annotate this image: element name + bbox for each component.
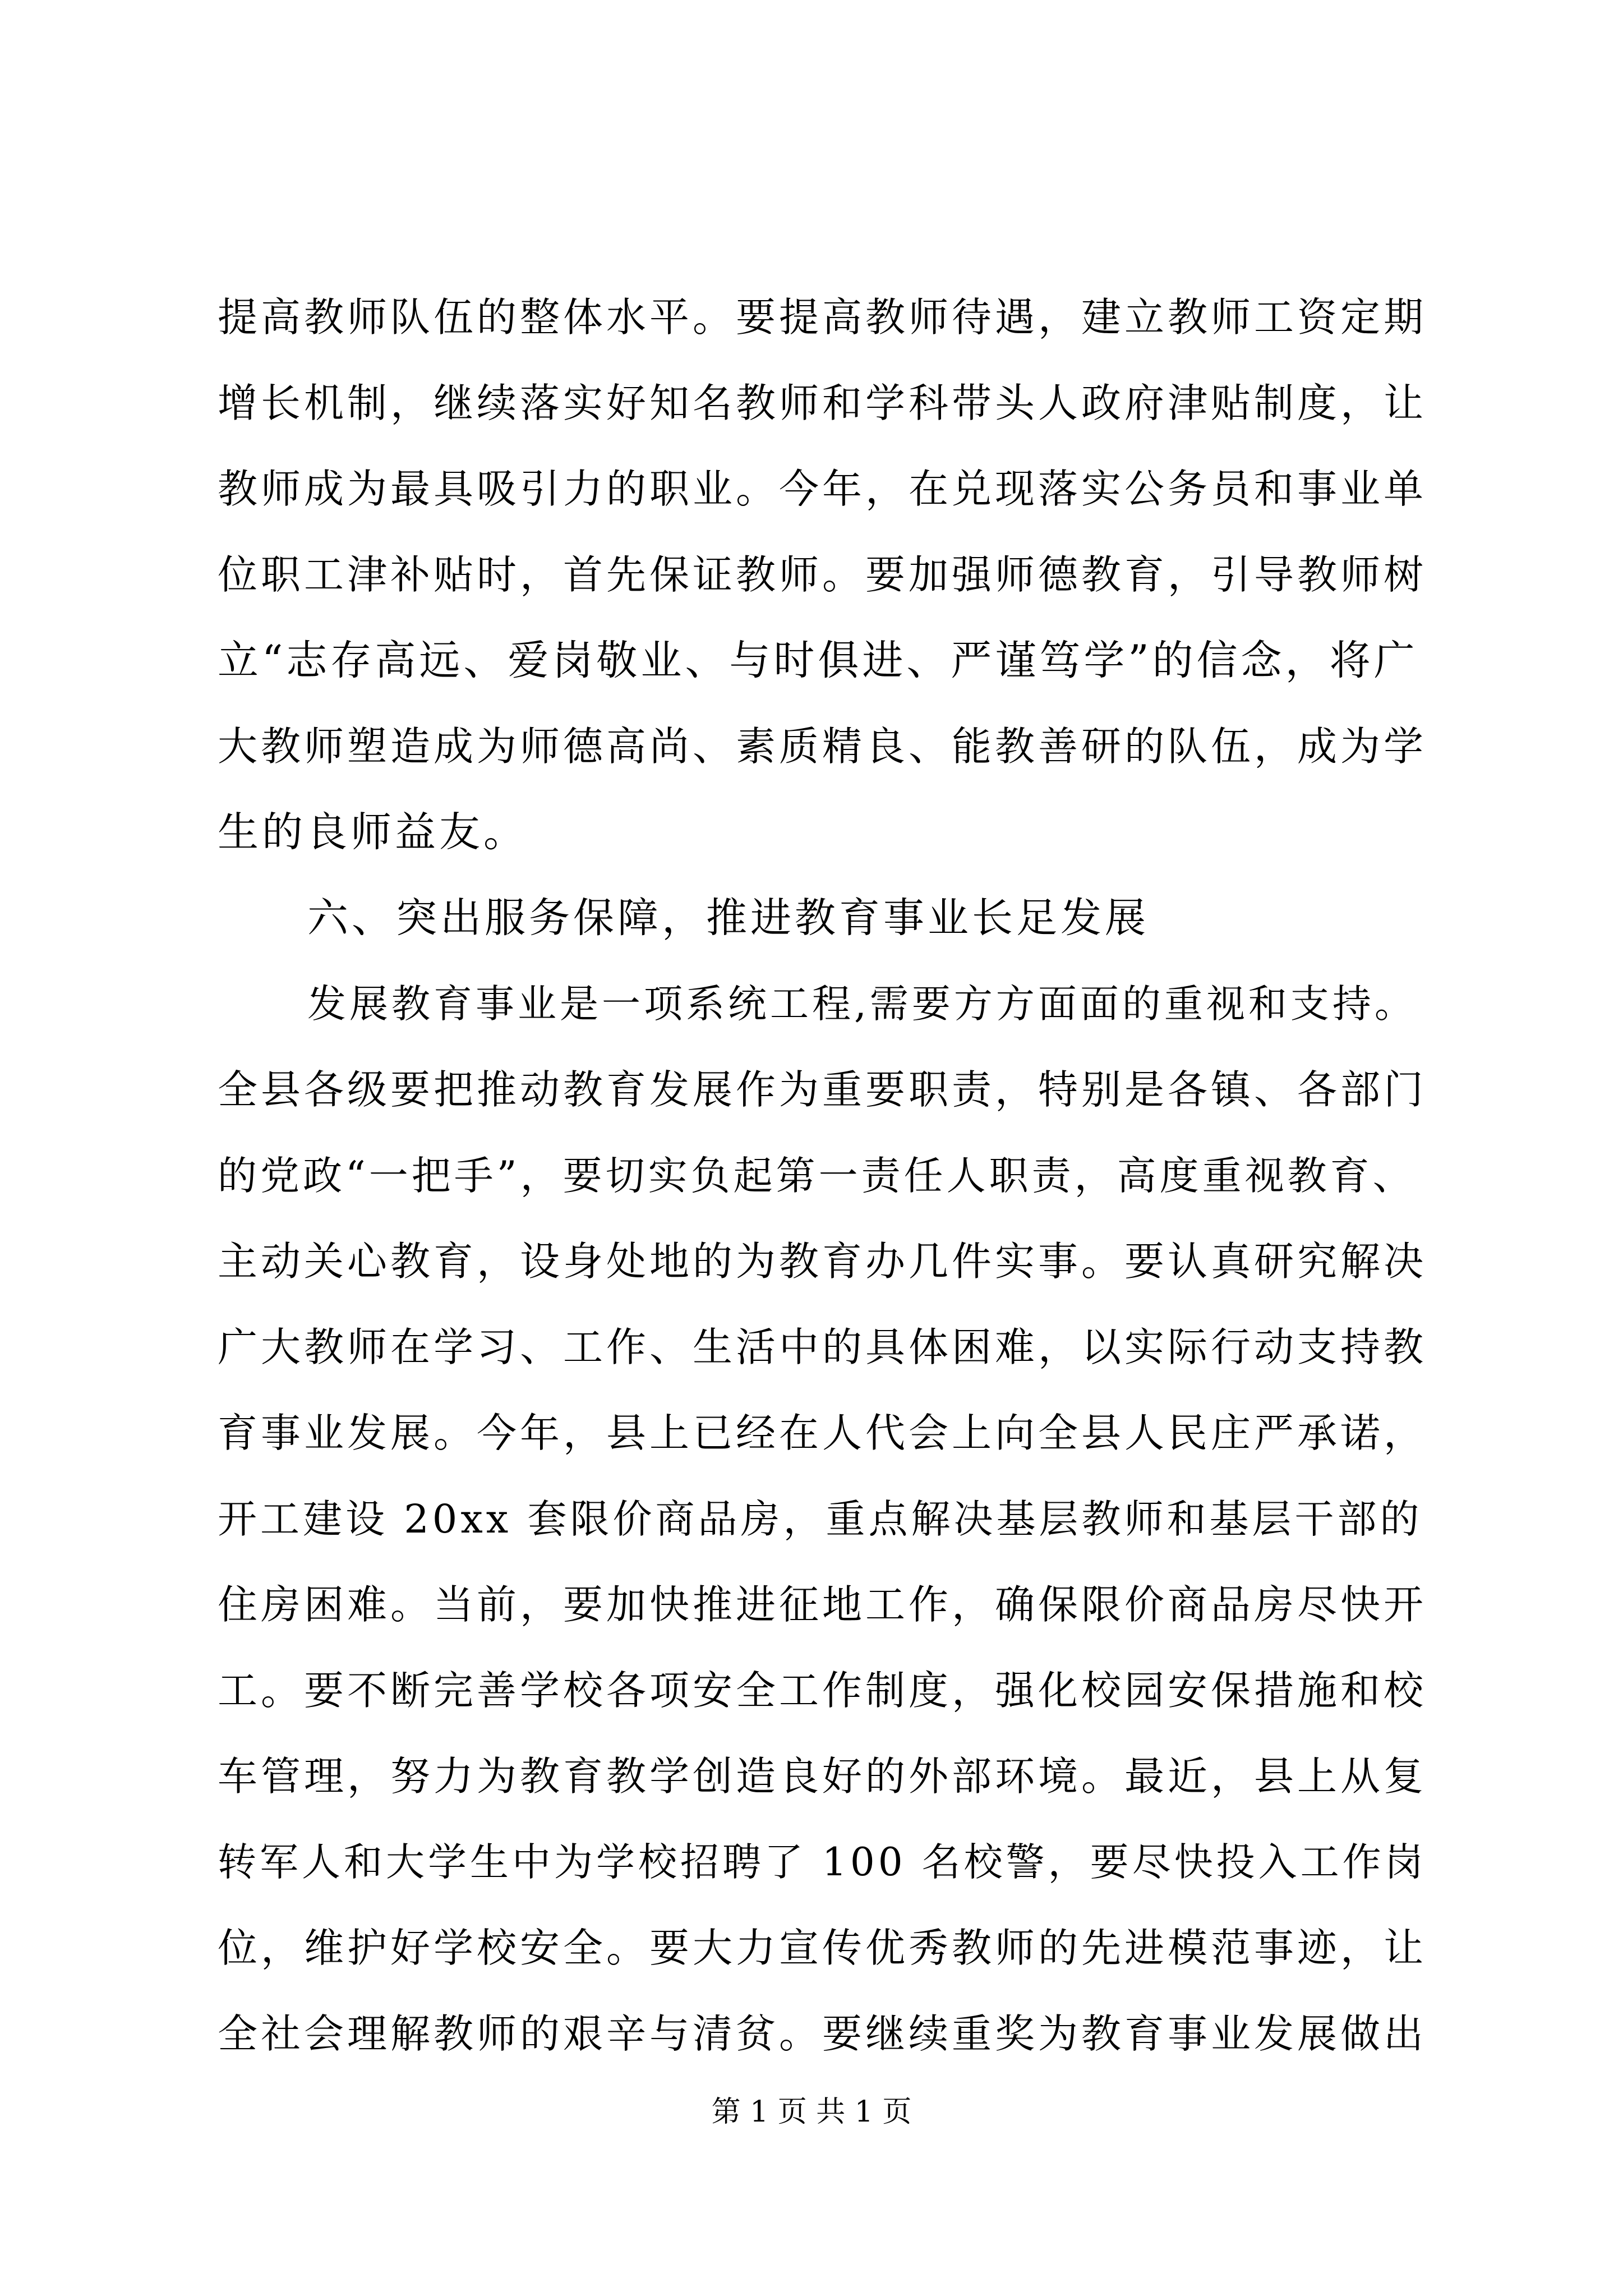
- section-heading: 六、突出服务保障，推进教育事业长足发展: [307, 894, 1149, 942]
- text-line: 立“志存高远、爱岗敬业、与时俱进、严谨笃学”的信念，将广: [218, 637, 1418, 684]
- text-line: 开工建设 20xx 套限价商品房，重点解决基层教师和基层干部的: [218, 1496, 1423, 1542]
- text-line: 广大教师在学习、工作、生活中的具体困难，以实际行动支持教: [218, 1324, 1427, 1370]
- text-line: 大教师塑造成为师德高尚、素质精良、能教善研的队伍，成为学: [218, 723, 1427, 770]
- text-line: 增长机制，继续落实好知名教师和学科带头人政府津贴制度，让: [218, 380, 1427, 426]
- text-line: 位职工津补贴时，首先保证教师。要加强师德教育，引导教师树: [218, 551, 1427, 598]
- text-line: 转军人和大学生中为学校招聘了 100 名校警，要尽快投入工作岗: [218, 1840, 1427, 1885]
- text-line: 车管理，努力为教育教学创造良好的外部环境。最近，县上从复: [218, 1753, 1427, 1800]
- text-line: 住房困难。当前，要加快推进征地工作，确保限价商品房尽快开: [218, 1581, 1427, 1628]
- text-line: 提高教师队伍的整体水平。要提高教师待遇，建立教师工资定期: [218, 294, 1427, 341]
- text-line: 发展教育事业是一项系统工程,需要方方面面的重视和支持。: [307, 982, 1417, 1027]
- text-line: 工。要不断完善学校各项安全工作制度，强化校园安保措施和校: [218, 1667, 1427, 1714]
- text-line: 生的良师益友。: [218, 808, 528, 856]
- text-line: 的党政“一把手”，要切实负起第一责任人职责，高度重视教育、: [218, 1153, 1415, 1199]
- text-line: 主动关心教育，设身处地的为教育办几件实事。要认真研究解决: [218, 1238, 1427, 1285]
- text-line: 育事业发展。今年，县上已经在人代会上向全县人民庄严承诺，: [218, 1410, 1427, 1456]
- text-line: 全社会理解教师的艰辛与清贫。要继续重奖为教育事业发展做出: [218, 2010, 1427, 2057]
- page-number-footer: 第 1 页 共 1 页: [711, 2095, 912, 2129]
- text-line: 全县各级要把推动教育发展作为重要职责，特别是各镇、各部门: [218, 1066, 1427, 1113]
- text-line: 教师成为最具吸引力的职业。今年，在兑现落实公务员和事业单: [218, 466, 1427, 512]
- text-line: 位，维护好学校安全。要大力宣传优秀教师的先进模范事迹，让: [218, 1925, 1427, 1971]
